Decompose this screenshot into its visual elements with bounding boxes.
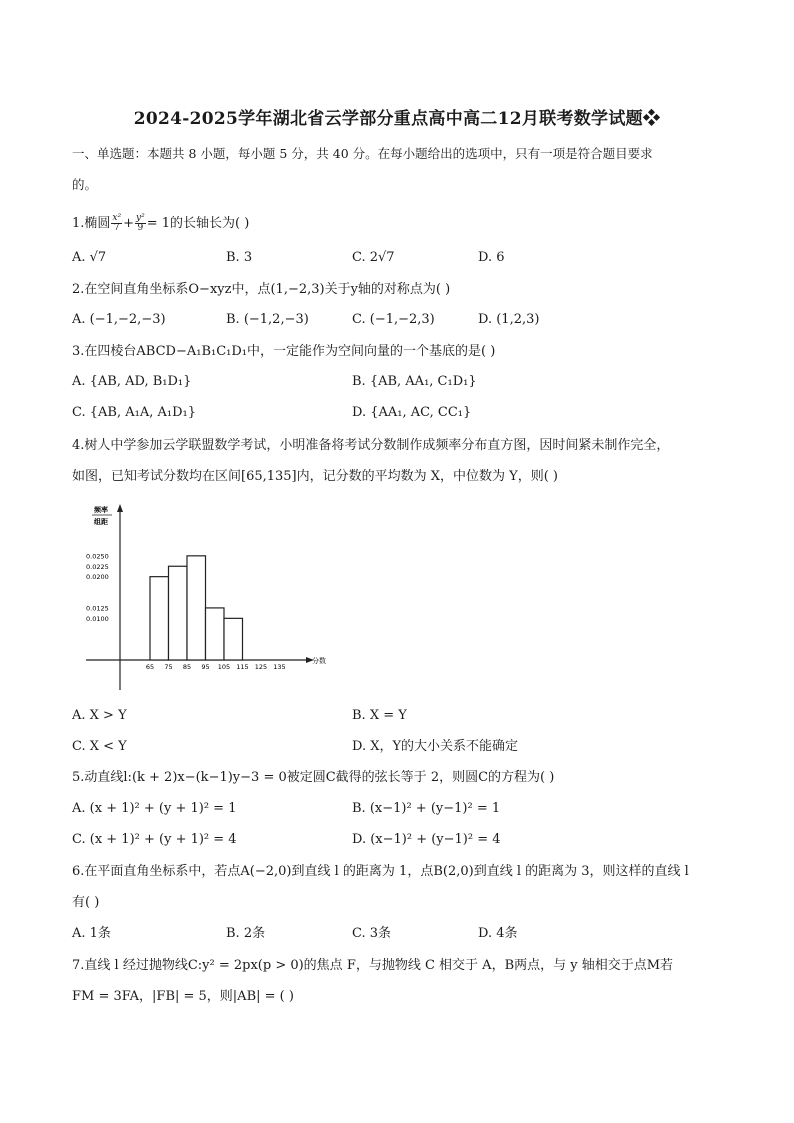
histogram-bar-105-115 (224, 618, 243, 660)
q4-option-b: B. X = Y (352, 708, 407, 723)
y-label-top: 频率 (94, 506, 108, 514)
question-1-stem (72, 214, 249, 233)
x-tick-label: 105 (217, 663, 231, 671)
q4-option-c: C. X < Y (72, 739, 127, 754)
q5-option-a: A. (x + 1)² + (y + 1)² = 1 (72, 801, 237, 816)
q1-frac1-numerator: x² (112, 213, 122, 223)
x-tick-label: 65 (145, 663, 155, 671)
section-instruction-line1: 一、单选题：本题共 8 小题，每小题 5 分，共 40 分。在每小题给出的选项中，只有一项是符合题目要求 (72, 146, 653, 161)
q2-option-c: C. (−1,−2,3) (352, 312, 435, 327)
q4-option-d: D. X，Y的大小关系不能确定 (352, 739, 519, 754)
question-6-stem-line2: 有( ) (72, 895, 100, 910)
q3-option-b: B. {AB, AA₁, C₁D₁} (352, 374, 477, 389)
q3-option-c: C. {AB, A₁A, A₁D₁} (72, 405, 196, 420)
y-tick-label: 0.0225 (86, 562, 109, 571)
q5-option-b: B. (x−1)² + (y−1)² = 1 (352, 801, 501, 816)
question-7-stem-line2: FM = 3FA，|FB| = 5，则|AB| = ( ) (72, 989, 294, 1004)
question-2-stem: 2.在空间直角坐标系O−xyz中，点(1,−2,3)关于y轴的对称点为( ) (72, 282, 451, 297)
x-tick-label: 95 (201, 663, 210, 671)
frequency-histogram (72, 500, 342, 698)
q5-option-d: D. (x−1)² + (y−1)² = 4 (352, 832, 501, 847)
y-tick-labels (86, 552, 109, 623)
q1-fraction-x (111, 214, 122, 233)
q5-option-c: C. (x + 1)² + (y + 1)² = 4 (72, 832, 237, 847)
q1-plus: + (123, 216, 134, 231)
q1-frac1-denominator: 7 (113, 223, 120, 233)
q1-frac2-numerator: y² (136, 213, 145, 223)
q1-option-d: D. 6 (478, 250, 505, 265)
histogram-bar-65-75 (150, 577, 169, 660)
y-tick-label: 0.0200 (86, 573, 109, 582)
histogram-bars (150, 556, 243, 660)
question-5-stem: 5.动直线l:(k + 2)x−(k−1)y−3 = 0被定圆C截得的弦长等于 2，则圆C的方程为( ) (72, 770, 555, 785)
x-axis-label: 分数 (312, 657, 326, 665)
q2-option-d: D. (1,2,3) (478, 312, 540, 327)
q1-suffix: = 1的长轴长为( ) (146, 216, 250, 231)
x-tick-label: 135 (273, 663, 286, 671)
x-tick-label: 125 (254, 663, 268, 671)
q1-prefix: 1.椭圆 (72, 216, 111, 231)
q1-option-c: C. 2√7 (352, 250, 395, 265)
question-7-stem-line1: 7.直线 l 经过抛物线C:y² = 2px(p > 0)的焦点 F，与抛物线 C 相交于 A，B两点，与 y 轴相交于点M若 (72, 958, 674, 973)
q6-option-b: B. 2条 (226, 926, 266, 941)
question-6-stem-line1: 6.在平面直角坐标系中，若点A(−2,0)到直线 l 的距离为 1，点B(2,0)到直线 l 的距离为 3，则这样的直线 l (72, 864, 689, 879)
y-tick-label: 0.0250 (86, 552, 109, 561)
x-tick-labels (146, 663, 286, 671)
q2-option-a: A. (−1,−2,−3) (72, 312, 166, 327)
histogram-bar-75-85 (169, 566, 188, 660)
q1-option-a: A. √7 (72, 250, 107, 265)
section-instruction-line2: 的。 (72, 177, 98, 192)
q1-frac2-denominator: 9 (137, 223, 144, 233)
x-tick-label: 85 (182, 663, 192, 671)
q6-option-c: C. 3条 (352, 926, 392, 941)
y-label-bottom: 组距 (94, 518, 108, 526)
x-tick-label: 75 (164, 663, 173, 671)
y-axis-arrow (117, 504, 123, 512)
histogram-bar-95-105 (206, 608, 225, 660)
q3-option-d: D. {AA₁, AC, CC₁} (352, 405, 472, 420)
x-tick-label: 115 (236, 663, 249, 671)
question-3-stem: 3.在四棱台ABCD−A₁B₁C₁D₁中，一定能作为空间向量的一个基底的是( ) (72, 344, 496, 359)
q6-option-a: A. 1条 (72, 926, 111, 941)
question-4-stem-line2: 如图，已知考试分数均在区间[65,135]内，记分数的平均数为 X，中位数为 Y，则( ) (72, 469, 559, 484)
y-tick-label: 0.0125 (86, 604, 109, 613)
page-title: 2024-2025学年湖北省云学部分重点高中高二12月联考数学试题❖ (133, 109, 661, 129)
q4-option-a: A. X > Y (72, 708, 127, 723)
q1-fraction-y (135, 214, 146, 233)
y-tick-label: 0.0100 (86, 614, 109, 623)
q6-option-d: D. 4条 (478, 926, 518, 941)
q1-option-b: B. 3 (226, 250, 253, 265)
q3-option-a: A. {AB, AD, B₁D₁} (72, 374, 192, 389)
q2-option-b: B. (−1,2,−3) (226, 312, 309, 327)
question-4-stem-line1: 4.树人中学参加云学联盟数学考试，小明准备将考试分数制作成频率分布直方图，因时间紧未制作完全， (72, 438, 670, 453)
histogram-bar-85-95 (187, 556, 206, 660)
